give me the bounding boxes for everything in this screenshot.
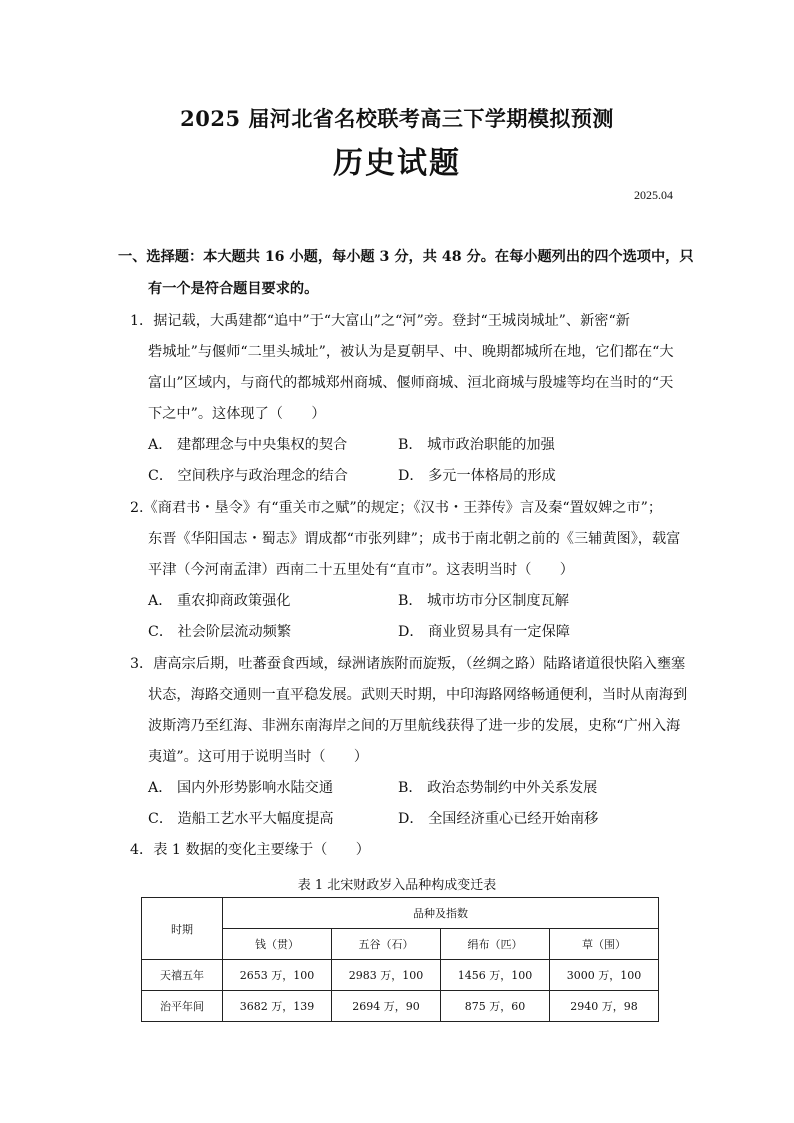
subject-title: 历史试题	[333, 146, 461, 181]
table-cell: 3682 万，139	[223, 991, 332, 1022]
table-cell: 2940 万，98	[550, 991, 659, 1022]
question-3-line-4: 夷道”。这可用于说明当时（ ）	[148, 749, 369, 765]
table-cell: 3000 万，100	[550, 960, 659, 991]
question-2-option-d[interactable]: D． 商业贸易具有一定保障	[398, 624, 570, 640]
category-group-header: 品种及指数	[223, 898, 659, 929]
column-header: 五谷（石）	[332, 929, 441, 960]
table-caption: 表 1 北宋财政岁入品种构成变迁表	[297, 878, 497, 893]
question-1-line-4: 下之中”。这体现了（ ）	[148, 406, 326, 422]
period-cell: 治平年间	[142, 991, 223, 1022]
question-1-option-c[interactable]: C． 空间秩序与政治理念的结合	[148, 468, 348, 484]
question-3-line-1: 3．唐高宗后期，吐蕃蚕食西域，绿洲诸族附而旋叛，（丝绸之路）陆路诸道很快陷入壅塞	[130, 656, 686, 672]
question-3-option-d[interactable]: D． 全国经济重心已经开始南移	[398, 811, 599, 827]
question-3-line-2: 状态，海路交通则一直平稳发展。武则天时期，中印海路网络畅通便利，当时从南海到	[148, 687, 688, 703]
question-1-line-2: 砦城址”与偃师“二里头城址”，被认为是夏朝早、中、晚期都城所在地，它们都在“大	[148, 344, 674, 360]
question-2-line-3: 平津（今河南孟津）西南二十五里处有“直市”。这表明当时（ ）	[148, 562, 574, 578]
column-header: 钱（贯）	[223, 929, 332, 960]
table-header-row	[142, 898, 659, 929]
question-3-option-c[interactable]: C． 造船工艺水平大幅度提高	[148, 811, 334, 827]
exam-date: 2025.04	[634, 188, 673, 202]
section-instruction-line-2: 有一个是符合题目要求的。	[148, 281, 319, 297]
section-instruction-line-1: 一、选择题：本大题共 16 小题，每小题 3 分，共 48 分。在每小题列出的四个选项中，只	[118, 249, 694, 265]
question-4-line-1: 4．表 1 数据的变化主要缘于（ ）	[130, 842, 370, 858]
question-1-line-3: 富山”区域内，与商代的都城郑州商城、偃师商城、洹北商城与殷墟等均在当时的“天	[148, 375, 674, 391]
question-3-line-3: 波斯湾乃至红海、非洲东南海岸之间的万里航线获得了进一步的发展，史称“广州入海	[148, 718, 681, 734]
table-row	[142, 960, 659, 991]
question-2-option-a[interactable]: A． 重农抑商政策强化	[148, 593, 291, 609]
question-2-option-b[interactable]: B． 城市坊市分区制度瓦解	[398, 593, 569, 609]
question-1-option-d[interactable]: D． 多元一体格局的形成	[398, 468, 556, 484]
question-2-option-c[interactable]: C． 社会阶层流动频繁	[148, 624, 292, 640]
question-3-option-b[interactable]: B． 政治态势制约中外关系发展	[398, 780, 598, 796]
question-3-option-a[interactable]: A． 国内外形势影响水陆交通	[148, 780, 334, 796]
table-cell: 2983 万，100	[332, 960, 441, 991]
table-cell: 2653 万，100	[223, 960, 332, 991]
table-row	[142, 991, 659, 1022]
question-2-line-2: 东晋《华阳国志・蜀志》谓成都“市张列肆”；成书于南北朝之前的《三辅黄图》，载富	[148, 531, 681, 547]
question-1-option-b[interactable]: B． 城市政治职能的加强	[398, 437, 555, 453]
period-header: 时期	[142, 898, 223, 960]
period-cell: 天禧五年	[142, 960, 223, 991]
table-cell: 2694 万，90	[332, 991, 441, 1022]
exam-title: 2025 届河北省名校联考高三下学期模拟预测	[180, 106, 614, 131]
column-header: 草（围）	[550, 929, 659, 960]
revenue-table	[141, 897, 659, 1022]
table-cell: 875 万，60	[441, 991, 550, 1022]
question-2-line-1: 2.《商君书・垦令》有“重关市之赋”的规定；《汉书・王莽传》言及秦“置奴婢之市”；	[130, 500, 663, 516]
question-1-option-a[interactable]: A． 建都理念与中央集权的契合	[148, 437, 348, 453]
column-header: 绢布（匹）	[441, 929, 550, 960]
question-1-line-1: 1．据记载，大禹建都“追中”于“大富山”之“河”旁。登封“王城岗城址”、新密“新	[130, 313, 630, 329]
table-cell: 1456 万，100	[441, 960, 550, 991]
